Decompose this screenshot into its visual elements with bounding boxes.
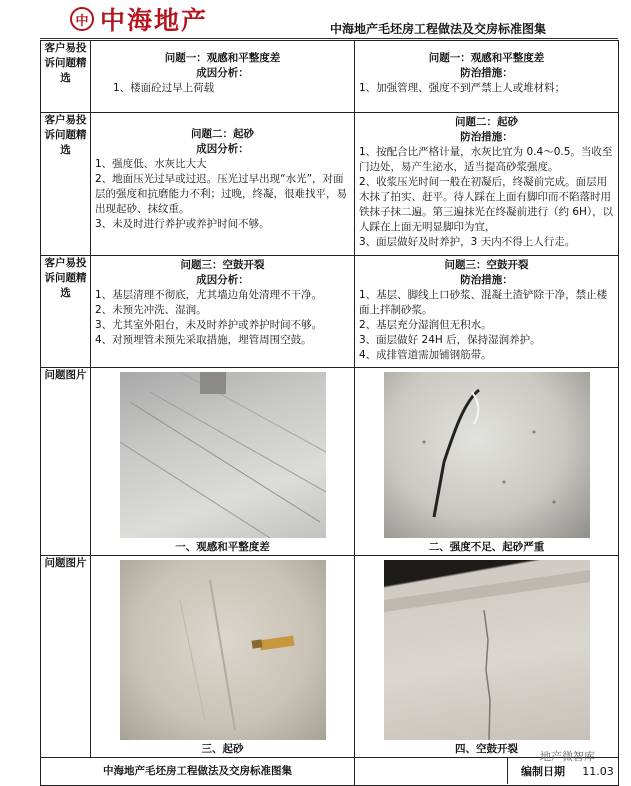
issue-title: 问题一：观感和平整度差 (428, 52, 545, 64)
photo-row-2 (41, 556, 619, 758)
dusting-floor-photo (120, 560, 326, 740)
photo-cell (91, 368, 355, 556)
sanding-floor-photo (384, 372, 590, 538)
complaint-row-2 (41, 113, 619, 256)
issue-title: 问题三：空鼓开裂 (180, 259, 265, 271)
uneven-floor-photo (120, 372, 326, 538)
row-label: 客户易投诉问题精选 (41, 113, 91, 256)
issue-subtitle: 防治措施： (460, 274, 513, 286)
photo-caption: 二、强度不足、起砂严重 (428, 541, 545, 553)
header-rule (40, 38, 618, 39)
issue-item: 1、按配合比严格计量，水灰比宜为 0.4～0.5。当收至门边处，易产生泌水，适当提高砂浆强度。 (359, 146, 613, 173)
logo-text: 中海地产 (100, 6, 209, 35)
complaint-row-1 (41, 41, 619, 113)
issue-title: 问题二：起砂 (191, 128, 254, 140)
row-label: 客户易投诉问题精选 (41, 41, 91, 113)
document-title: 中海地产毛坯房工程做法及交房标准图集 (330, 22, 547, 36)
footer-date-label: 编制日期 (507, 758, 578, 784)
hollow-crack-photo (384, 560, 590, 740)
issue-item: 3、未及时进行养护或养护时间不够。 (95, 218, 270, 230)
page-header (0, 0, 631, 40)
company-logo (70, 4, 208, 34)
hollow-crack-texture (384, 560, 590, 740)
logo-mark-icon: 中 (70, 7, 94, 31)
issue-item: 1、基层、脚线上口砂浆、混凝土渣铲除干净，禁止楼面上拌制砂浆。 (359, 289, 608, 316)
issue-item: 2、基层充分湿润但无积水。 (359, 319, 492, 331)
issue-subtitle: 成因分析： (196, 143, 249, 155)
issue-subtitle: 成因分析： (196, 67, 249, 79)
row-label: 问题图片 (41, 368, 91, 556)
photo-caption: 一、观感和平整度差 (175, 541, 270, 553)
dusting-floor-texture (120, 560, 326, 740)
photo-caption: 四、空鼓开裂 (455, 743, 518, 755)
photo-cell (355, 368, 619, 556)
issue-item: 2、未预先冲洗、湿润。 (95, 304, 207, 316)
uneven-floor-texture (120, 372, 326, 538)
issue-item: 3、尤其室外阳台，未及时养护或养护时间不够。 (95, 319, 323, 331)
issue-item: 3、面层做好及时养护，3 天内不得上人行走。 (359, 236, 576, 248)
row-label: 客户易投诉问题精选 (41, 256, 91, 368)
issue-item: 4、对预埋管未预先采取措施，埋管周围空鼓。 (95, 334, 312, 346)
standards-table (40, 40, 619, 786)
measure-cell (355, 256, 619, 368)
cause-cell (91, 113, 355, 256)
issue-title: 问题三：空鼓开裂 (444, 259, 529, 271)
cause-cell (91, 256, 355, 368)
photo-cell (355, 556, 619, 758)
issue-item: 1、加强管理、强度不到严禁上人或堆材料； (359, 82, 566, 94)
issue-item: 1、基层清理不彻底，尤其墙边角处清理不干净。 (95, 289, 323, 301)
row-label: 问题图片 (41, 556, 91, 758)
photo-row-1 (41, 368, 619, 556)
issue-subtitle: 防治措施： (460, 131, 513, 143)
issue-item: 3、面层做好 24H 后，保持湿润养护。 (359, 334, 541, 346)
measure-cell (355, 41, 619, 113)
issue-subtitle: 成因分析： (196, 274, 249, 286)
complaint-row-3 (41, 256, 619, 368)
footer-title: 中海地产毛坯房工程做法及交房标准图集 (41, 758, 355, 786)
issue-title: 问题一：观感和平整度差 (164, 52, 281, 64)
photo-cell (91, 556, 355, 758)
footer-page-mark: 11.03 (582, 764, 614, 778)
issue-item: 2、收浆压光时间一般在初凝后，终凝前完成。面层用木抹了拍实、赶平。待人踩在上面有脚印而不陷落时用铁抹子抹二遍。第三遍抹光在终凝前进行（约 6H），以人踩在上面无明显脚印为宜， (359, 176, 614, 233)
issue-title: 问题二：起砂 (455, 116, 518, 128)
footer-row (41, 758, 619, 786)
issue-item: 4、成排管道需加铺钢筋带。 (359, 349, 492, 361)
photo-caption: 三、起砂 (201, 743, 244, 755)
measure-cell (355, 113, 619, 256)
issue-item: 1、楼面砼过早上荷载 (113, 82, 215, 94)
issue-subtitle: 防治措施： (460, 67, 513, 79)
cause-cell (91, 41, 355, 113)
issue-item: 2、地面压光过早或过迟。压光过早出现“水光”，对面层的强度和抗磨能力不利；过晚，终凝，很难找平，易出现起砂、抹纹重。 (95, 173, 347, 215)
issue-item: 1、强度低、水灰比大大 (95, 158, 207, 170)
sanding-floor-texture (384, 372, 590, 538)
watermark: 地产微智库 (540, 750, 595, 763)
